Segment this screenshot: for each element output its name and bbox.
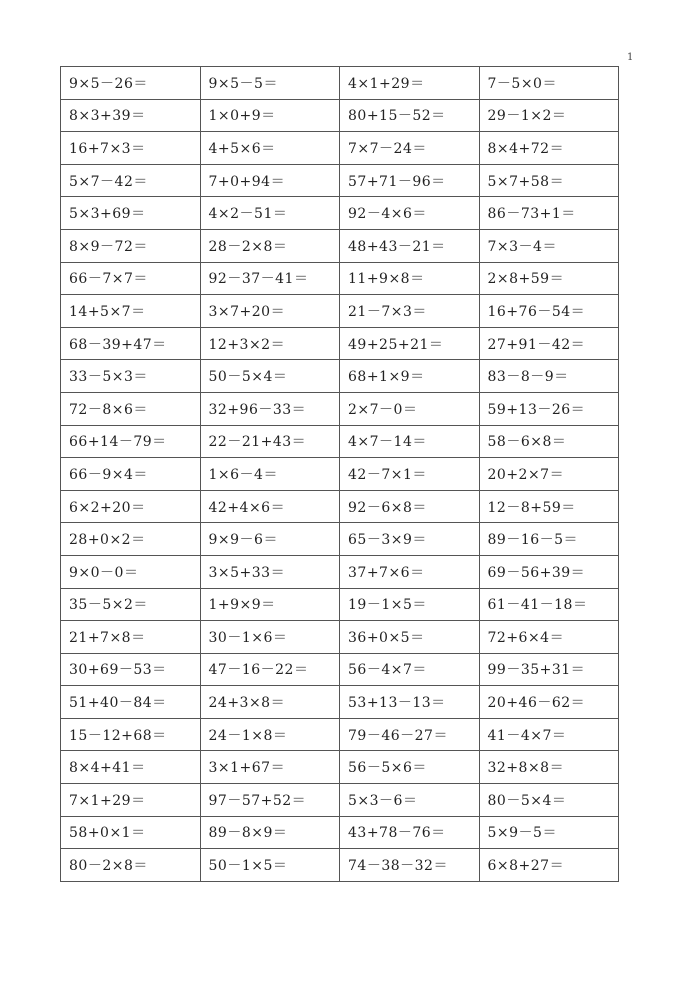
problem-cell: 30+69－53＝ [61,653,201,686]
problem-cell: 12+3×2＝ [200,327,340,360]
table-row [61,197,619,230]
problem-cell: 65－3×9＝ [340,523,480,556]
problem-cell: 42－7×1＝ [340,458,480,491]
problem-cell: 97－57+52＝ [200,784,340,817]
table-row [61,392,619,425]
table-row [61,621,619,654]
problem-cell: 48+43－21＝ [340,229,480,262]
problem-cell: 11+9×8＝ [340,262,480,295]
table-row [61,718,619,751]
problem-cell: 92－37－41＝ [200,262,340,295]
table-row [61,327,619,360]
problem-cell: 41－4×7＝ [479,718,619,751]
problem-cell: 51+40－84＝ [61,686,201,719]
problem-cell: 3×5+33＝ [200,555,340,588]
problem-cell: 66+14－79＝ [61,425,201,458]
problem-cell: 37+7×6＝ [340,555,480,588]
problem-cell: 19－1×5＝ [340,588,480,621]
problem-cell: 92－6×8＝ [340,490,480,523]
problem-cell: 72－8×6＝ [61,392,201,425]
problem-cell: 56－4×7＝ [340,653,480,686]
problem-cell: 8×3+39＝ [61,99,201,132]
table-row [61,67,619,100]
problem-cell: 20+2×7＝ [479,458,619,491]
problem-cell: 5×7－42＝ [61,164,201,197]
problem-cell: 92－4×6＝ [340,197,480,230]
problem-cell: 47－16－22＝ [200,653,340,686]
table-row [61,751,619,784]
problem-cell: 32+96－33＝ [200,392,340,425]
problem-cell: 4×2－51＝ [200,197,340,230]
table-row [61,849,619,882]
problem-cell: 3×1+67＝ [200,751,340,784]
problem-cell: 27+91－42＝ [479,327,619,360]
problem-cell: 4×1+29＝ [340,67,480,100]
problem-cell: 15－12+68＝ [61,718,201,751]
table-row [61,588,619,621]
problem-cell: 80+15－52＝ [340,99,480,132]
problem-cell: 5×7+58＝ [479,164,619,197]
problem-cell: 5×9－5＝ [479,816,619,849]
problem-cell: 9×5－5＝ [200,67,340,100]
problem-cell: 80－5×4＝ [479,784,619,817]
problem-cell: 5×3－6＝ [340,784,480,817]
problem-cell: 21－7×3＝ [340,295,480,328]
table-row [61,653,619,686]
problem-cell: 56－5×6＝ [340,751,480,784]
table-row [61,458,619,491]
problem-cell: 9×0－0＝ [61,555,201,588]
problem-cell: 24+3×8＝ [200,686,340,719]
problem-cell: 58－6×8＝ [479,425,619,458]
problem-cell: 6×8+27＝ [479,849,619,882]
arithmetic-worksheet-table [60,66,619,882]
problem-cell: 32+8×8＝ [479,751,619,784]
problem-cell: 86－73+1＝ [479,197,619,230]
problem-cell: 69－56+39＝ [479,555,619,588]
problem-cell: 8×9－72＝ [61,229,201,262]
problem-cell: 3×7+20＝ [200,295,340,328]
problem-cell: 89－16－5＝ [479,523,619,556]
problem-cell: 9×9－6＝ [200,523,340,556]
table-row [61,262,619,295]
problem-cell: 6×2+20＝ [61,490,201,523]
problem-cell: 12－8+59＝ [479,490,619,523]
table-row [61,784,619,817]
problem-cell: 58+0×1＝ [61,816,201,849]
page-number: 1 [627,52,634,63]
problem-cell: 50－1×5＝ [200,849,340,882]
problem-cell: 7×7－24＝ [340,132,480,165]
problem-cell: 80－2×8＝ [61,849,201,882]
problem-cell: 14+5×7＝ [61,295,201,328]
table-row [61,99,619,132]
worksheet-body [61,67,619,882]
problem-cell: 1+9×9＝ [200,588,340,621]
problem-cell: 49+25+21＝ [340,327,480,360]
table-row [61,229,619,262]
problem-cell: 79－46－27＝ [340,718,480,751]
problem-cell: 36+0×5＝ [340,621,480,654]
table-row [61,164,619,197]
table-row [61,555,619,588]
problem-cell: 66－9×4＝ [61,458,201,491]
table-row [61,490,619,523]
problem-cell: 66－7×7＝ [61,262,201,295]
table-row [61,132,619,165]
problem-cell: 24－1×8＝ [200,718,340,751]
problem-cell: 68+1×9＝ [340,360,480,393]
problem-cell: 21+7×8＝ [61,621,201,654]
problem-cell: 8×4+41＝ [61,751,201,784]
problem-cell: 68－39+47＝ [61,327,201,360]
problem-cell: 28－2×8＝ [200,229,340,262]
table-row [61,425,619,458]
problem-cell: 4+5×6＝ [200,132,340,165]
problem-cell: 4×7－14＝ [340,425,480,458]
problem-cell: 22－21+43＝ [200,425,340,458]
problem-cell: 16+7×3＝ [61,132,201,165]
problem-cell: 59+13－26＝ [479,392,619,425]
problem-cell: 29－1×2＝ [479,99,619,132]
problem-cell: 72+6×4＝ [479,621,619,654]
problem-cell: 89－8×9＝ [200,816,340,849]
problem-cell: 7×1+29＝ [61,784,201,817]
problem-cell: 83－8－9＝ [479,360,619,393]
problem-cell: 20+46－62＝ [479,686,619,719]
table-row [61,523,619,556]
table-row [61,816,619,849]
problem-cell: 2×8+59＝ [479,262,619,295]
problem-cell: 9×5－26＝ [61,67,201,100]
problem-cell: 30－1×6＝ [200,621,340,654]
problem-cell: 7×3－4＝ [479,229,619,262]
problem-cell: 35－5×2＝ [61,588,201,621]
problem-cell: 53+13－13＝ [340,686,480,719]
problem-cell: 99－35+31＝ [479,653,619,686]
problem-cell: 2×7－0＝ [340,392,480,425]
problem-cell: 7－5×0＝ [479,67,619,100]
problem-cell: 42+4×6＝ [200,490,340,523]
problem-cell: 61－41－18＝ [479,588,619,621]
table-row [61,360,619,393]
problem-cell: 8×4+72＝ [479,132,619,165]
problem-cell: 50－5×4＝ [200,360,340,393]
table-row [61,295,619,328]
problem-cell: 28+0×2＝ [61,523,201,556]
problem-cell: 7+0+94＝ [200,164,340,197]
problem-cell: 74－38－32＝ [340,849,480,882]
problem-cell: 33－5×3＝ [61,360,201,393]
problem-cell: 1×0+9＝ [200,99,340,132]
problem-cell: 5×3+69＝ [61,197,201,230]
problem-cell: 16+76－54＝ [479,295,619,328]
problem-cell: 1×6－4＝ [200,458,340,491]
problem-cell: 57+71－96＝ [340,164,480,197]
problem-cell: 43+78－76＝ [340,816,480,849]
table-row [61,686,619,719]
